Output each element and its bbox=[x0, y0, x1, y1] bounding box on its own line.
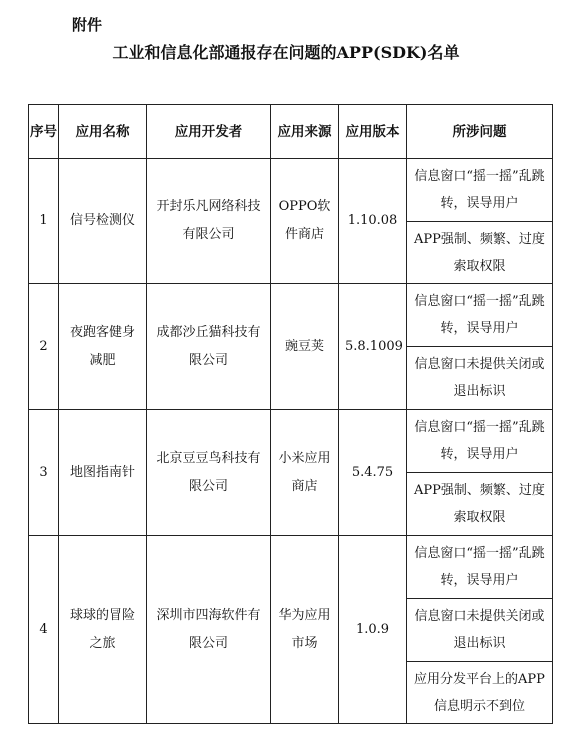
row-seq: 4 bbox=[29, 536, 59, 724]
row-app-name: 信号检测仪 bbox=[59, 159, 147, 284]
row-developer: 成都沙丘猫科技有限公司 bbox=[147, 284, 271, 410]
header-developer: 应用开发者 bbox=[147, 105, 271, 159]
row-version: 1.0.9 bbox=[339, 536, 407, 724]
row-source: 小米应用商店 bbox=[271, 410, 339, 536]
row-source: 豌豆荚 bbox=[271, 284, 339, 410]
row-seq: 1 bbox=[29, 159, 59, 284]
header-app-name: 应用名称 bbox=[59, 105, 147, 159]
row-issue: 信息窗口“摇一摇”乱跳转，误导用户 bbox=[407, 410, 553, 473]
app-list-table bbox=[28, 104, 553, 724]
header-source: 应用来源 bbox=[271, 105, 339, 159]
header-issues: 所涉问题 bbox=[407, 105, 553, 159]
document-title: 工业和信息化部通报存在问题的APP(SDK)名单 bbox=[112, 43, 460, 62]
header-row bbox=[29, 105, 553, 159]
row-issue: APP强制、频繁、过度索取权限 bbox=[407, 222, 553, 284]
table-row bbox=[29, 159, 553, 222]
row-version: 5.8.1009 bbox=[339, 284, 407, 410]
row-developer: 深圳市四海软件有限公司 bbox=[147, 536, 271, 724]
row-version: 5.4.75 bbox=[339, 410, 407, 536]
row-issue: 应用分发平台上的APP信息明示不到位 bbox=[407, 662, 553, 724]
row-issue: 信息窗口“摇一摇”乱跳转，误导用户 bbox=[407, 536, 553, 599]
attachment-label: 附件 bbox=[72, 16, 103, 34]
row-seq: 2 bbox=[29, 284, 59, 410]
row-issue: 信息窗口“摇一摇”乱跳转，误导用户 bbox=[407, 159, 553, 222]
row-issue: 信息窗口未提供关闭或退出标识 bbox=[407, 347, 553, 410]
row-developer: 北京豆豆鸟科技有限公司 bbox=[147, 410, 271, 536]
row-developer: 开封乐凡网络科技有限公司 bbox=[147, 159, 271, 284]
row-source: OPPO软件商店 bbox=[271, 159, 339, 284]
header-version: 应用版本 bbox=[339, 105, 407, 159]
row-version: 1.10.08 bbox=[339, 159, 407, 284]
table-row bbox=[29, 536, 553, 599]
row-app-name: 夜跑客健身减肥 bbox=[59, 284, 147, 410]
row-issue: 信息窗口未提供关闭或退出标识 bbox=[407, 599, 553, 662]
row-issue: APP强制、频繁、过度索取权限 bbox=[407, 473, 553, 536]
row-issue: 信息窗口“摇一摇”乱跳转，误导用户 bbox=[407, 284, 553, 347]
row-seq: 3 bbox=[29, 410, 59, 536]
row-app-name: 球球的冒险之旅 bbox=[59, 536, 147, 724]
header-seq: 序号 bbox=[29, 105, 59, 159]
row-source: 华为应用市场 bbox=[271, 536, 339, 724]
table-row bbox=[29, 284, 553, 347]
table-row bbox=[29, 410, 553, 473]
row-app-name: 地图指南针 bbox=[59, 410, 147, 536]
